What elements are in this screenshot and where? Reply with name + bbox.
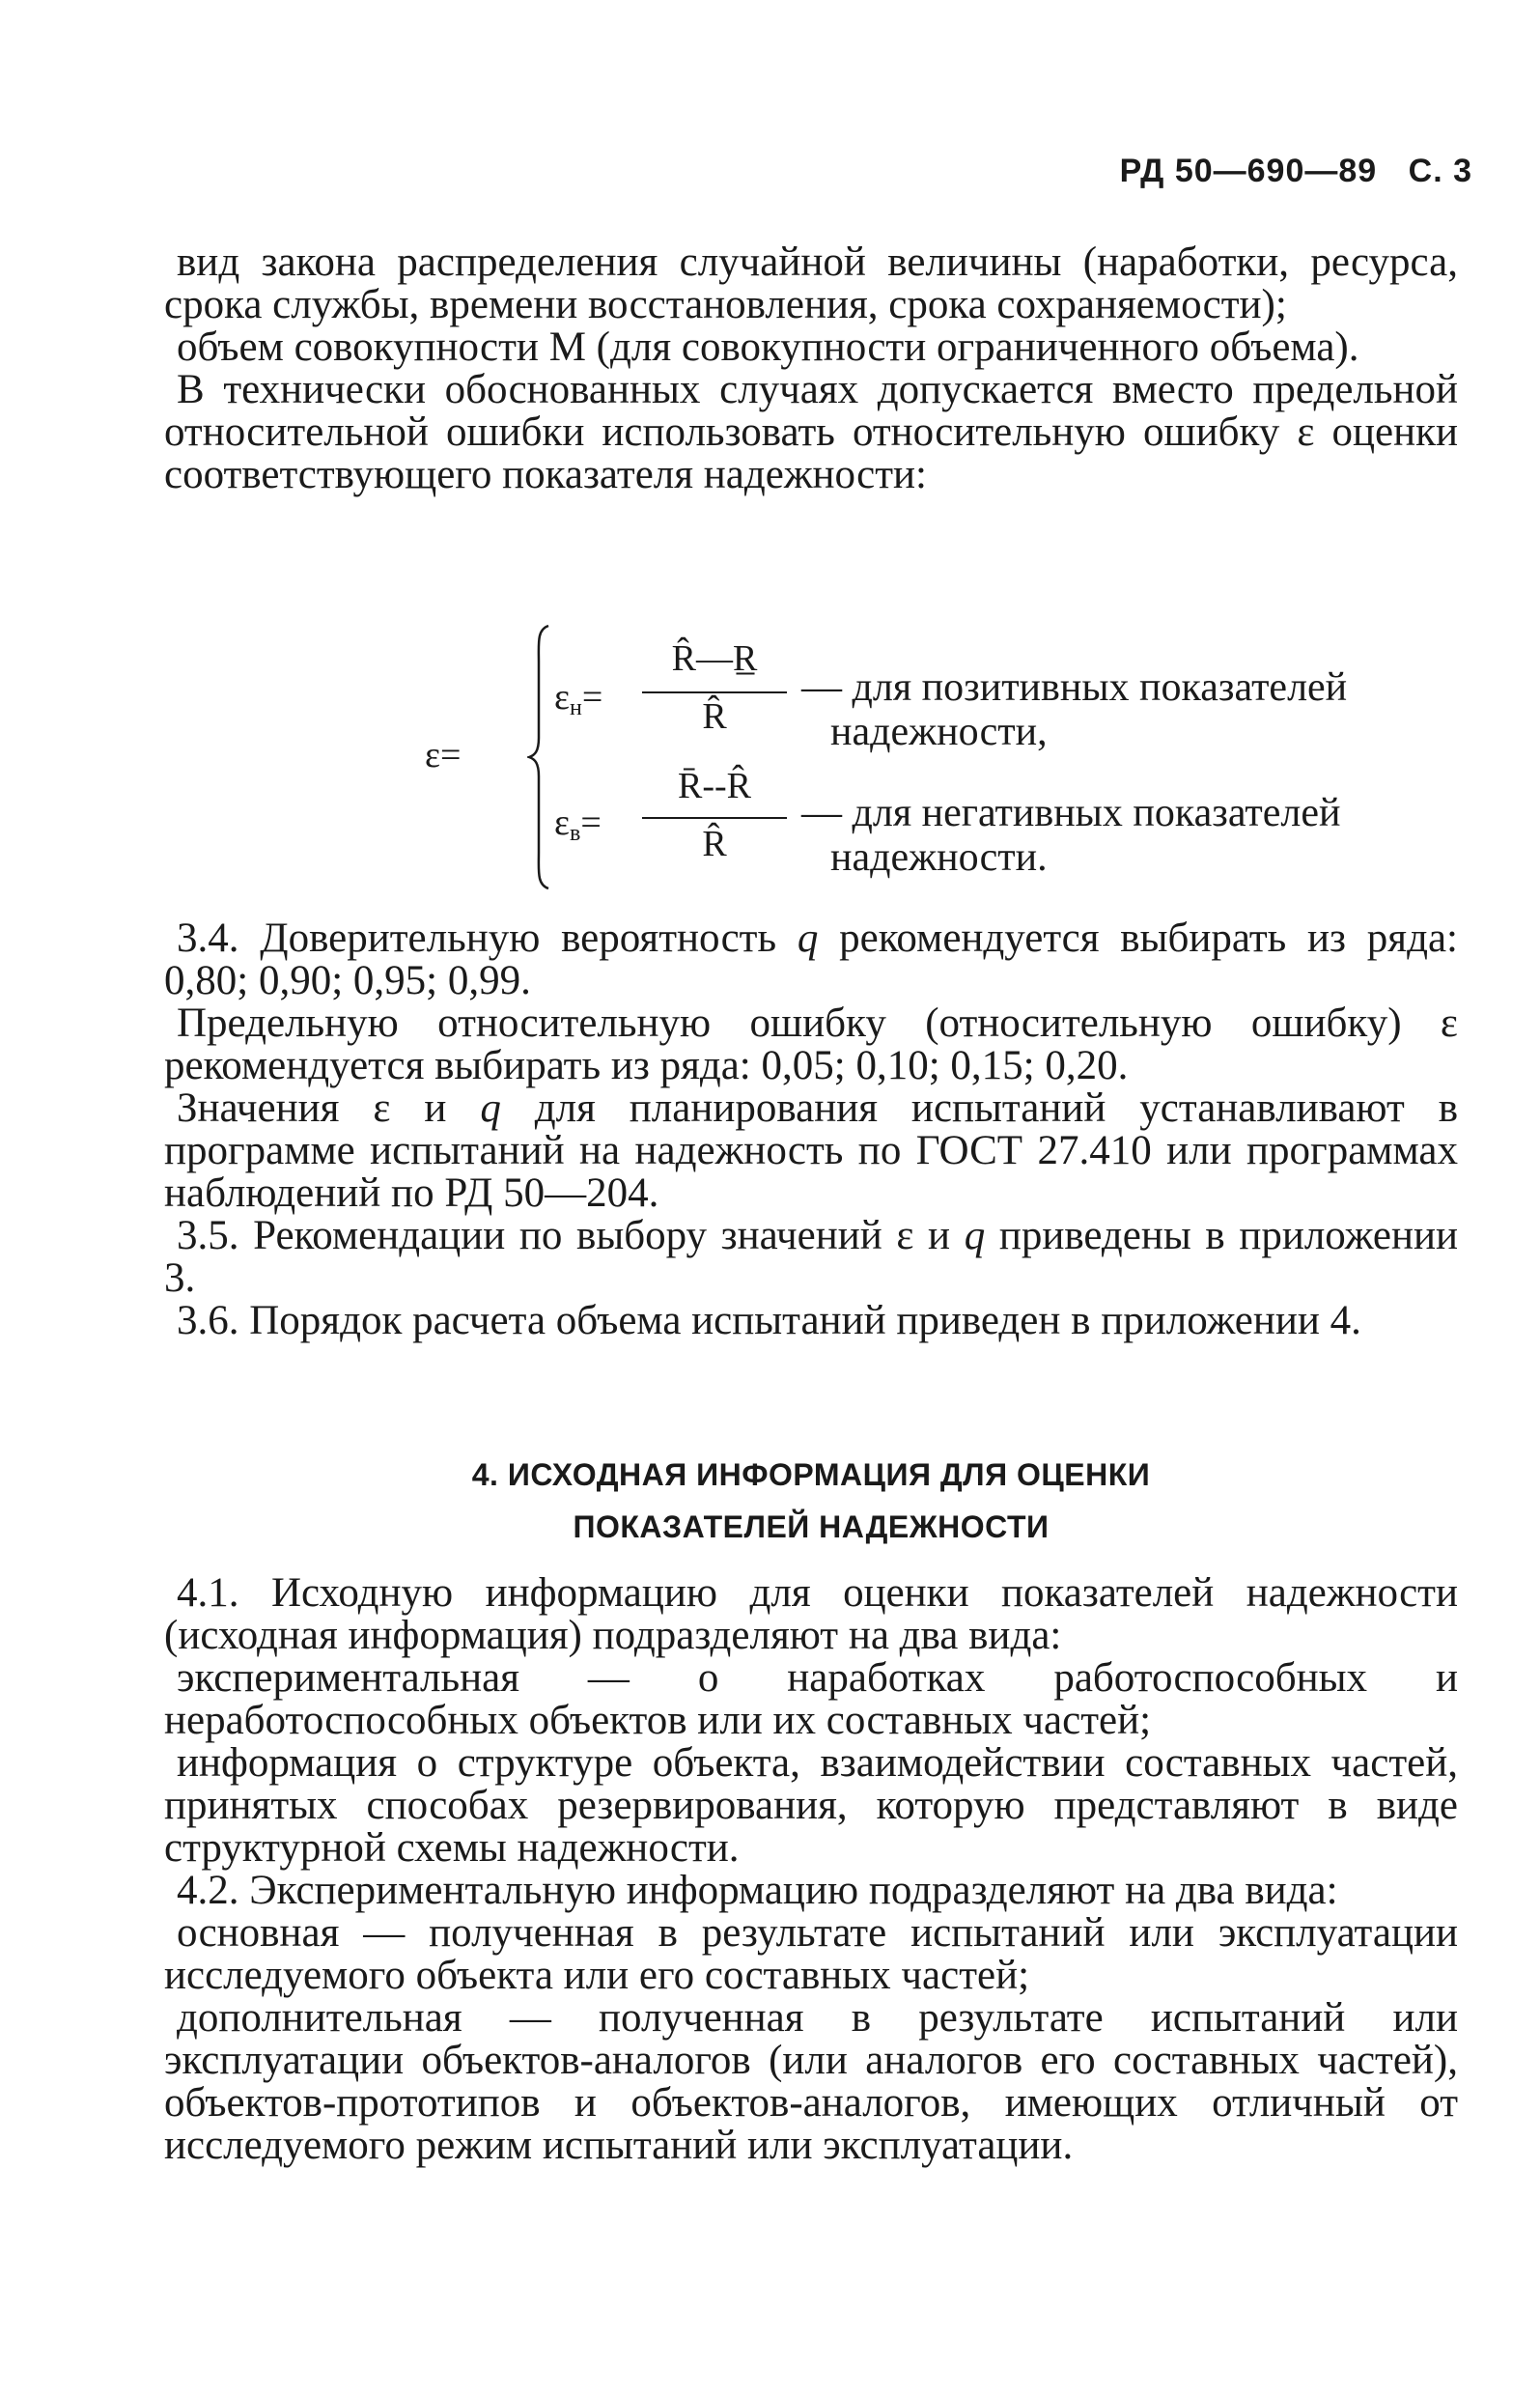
formula-desc-2a: — для негативных показателей	[801, 791, 1341, 835]
document-code: РД 50—690—89	[1119, 153, 1378, 189]
page-number: С. 3	[1408, 153, 1472, 189]
paragraph: основная — полученная в результате испытаний или эксплуатации исследуемого объекта или его составных частей;	[164, 1910, 1458, 1998]
page-header	[1062, 153, 1472, 190]
text-block-3	[164, 1572, 1458, 2167]
formula-lhs: ε=	[425, 735, 462, 775]
paragraph-3-4: 3.4. Доверительную вероятность q рекомендуется выбирать из ряда: 0,80; 0,90; 0,95; 0,99.	[164, 916, 1458, 1003]
fraction-2-numerator: R̄--R̂	[678, 766, 751, 806]
fraction-2-line	[642, 817, 787, 819]
section-heading	[164, 1449, 1458, 1553]
paragraph: В технически обоснованных случаях допускается вместо предельной относительной ошибки использовать относительную ошибку ε оценки соответствующего показателя надежности:	[164, 367, 1458, 497]
text-block-2	[164, 917, 1458, 1342]
fraction-1-line	[642, 691, 787, 693]
fraction-1-numerator: R̂—R̲	[671, 638, 758, 679]
paragraph: дополнительная — полученная в результате испытаний или эксплуатации объектов-аналогов (или аналогов его составных частей), объектов-прототипов и объектов-аналогов, имеющих отличный от исследуемого режим испытаний или эксплуатации.	[164, 1995, 1458, 2168]
fraction-2-denominator: R̂	[702, 824, 727, 864]
paragraph: вид закона распределения случайной величины (наработки, ресурса, срока службы, времени восстановления, срока сохраняемости);	[164, 240, 1458, 327]
paragraph: объем совокупности М (для совокупности ограниченного объема).	[177, 324, 1359, 370]
epsilon-v: $\varepsilon_в=$	[554, 803, 602, 846]
paragraph: экспериментальная — о наработках работоспособных и неработоспособных объектов или их составных частей;	[164, 1655, 1458, 1743]
formula-epsilon	[425, 618, 1487, 898]
paragraph-3-5: 3.5. Рекомендации по выбору значений ε и q приведены в приложении 3.	[164, 1213, 1458, 1301]
paragraph-3-6: 3.6. Порядок расчета объема испытаний приведен в приложении 4.	[177, 1298, 1361, 1343]
paragraph: Значения ε и q для планирования испытаний устанавливают в программе испытаний на надежность по ГОСТ 27.410 или программах наблюдений по РД 50—204.	[164, 1085, 1459, 1216]
formula-desc-1a: — для позитивных показателей	[801, 665, 1348, 710]
left-brace-icon	[527, 624, 552, 890]
epsilon-h: $\varepsilon_н=$	[554, 677, 603, 720]
formula-desc-1b: надежности,	[830, 710, 1048, 754]
paragraph: Предельную относительную ошибку (относительную ошибку) ε рекомендуется выбирать из ряда: 0,05; 0,10; 0,15; 0,20.	[164, 1000, 1458, 1088]
fraction-1-denominator: R̂	[702, 696, 727, 737]
paragraph-4-1: 4.1. Исходную информацию для оценки показателей надежности (исходная информация) подразделяют на два вида:	[164, 1570, 1458, 1658]
paragraph: информация о структуре объекта, взаимодействии составных частей, принятых способах резервирования, которую представляют в виде структурной схемы надежности.	[164, 1740, 1458, 1871]
text-block-1	[164, 241, 1458, 496]
paragraph-4-2: 4.2. Экспериментальную информацию подразделяют на два вида:	[177, 1868, 1338, 1913]
section-heading-line-1: 4. ИСХОДНАЯ ИНФОРМАЦИЯ ДЛЯ ОЦЕНКИ	[471, 1457, 1151, 1492]
formula-desc-2b: надежности.	[830, 835, 1048, 880]
section-heading-line-2: ПОКАЗАТЕЛЕЙ НАДЕЖНОСТИ	[573, 1509, 1050, 1544]
